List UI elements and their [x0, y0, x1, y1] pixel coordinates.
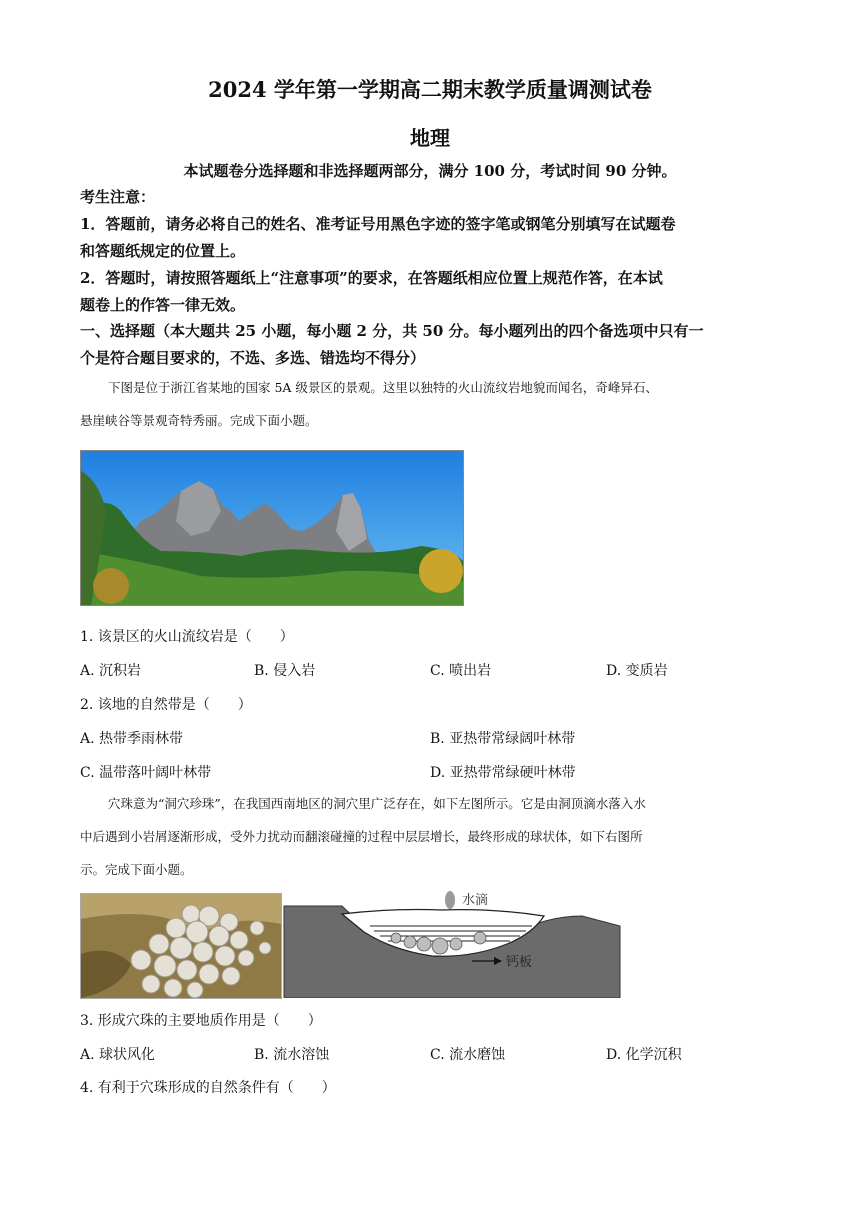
section1-line1: 一、选择题（本大题共 25 小题，每小题 2 分，共 50 分。每小题列出的四个备选项中只有一: [80, 322, 704, 340]
question-3-stem: 3. 形成穴珠的主要地质作用是（ ）: [80, 1013, 322, 1029]
notice-item1-line2: 和答题纸规定的位置上。: [80, 242, 246, 260]
notice-item2-line2: 题卷上的作答一律无效。: [80, 296, 246, 314]
q1-option-d[interactable]: D. 变质岩: [606, 663, 668, 679]
q3-option-a[interactable]: A. 球状风化: [80, 1047, 156, 1063]
q3-option-b[interactable]: B. 流水溶蚀: [254, 1047, 330, 1063]
calcium-slab-label: 钙板: [506, 954, 533, 969]
notice-heading: 考生注意：: [80, 188, 156, 206]
water-drop-label: 水滴: [462, 892, 489, 907]
exam-intro: 本试题卷分选择题和非选择题两部分，满分 100 分，考试时间 90 分钟。: [183, 162, 677, 180]
question-1-stem: 1. 该景区的火山流纹岩是（ ）: [80, 629, 294, 645]
notice-item2-line1: 2．答题时，请按照答题纸上“注意事项”的要求，在答题纸相应位置上规范作答，在本试: [80, 269, 663, 287]
q1-option-a[interactable]: A. 沉积岩: [80, 663, 142, 679]
passage2-line1: 穴珠意为“洞穴珍珠”，在我国西南地区的洞穴里广泛存在，如下左图所示。它是由洞顶滴水落入水: [108, 796, 646, 811]
cave-pearl-diagram: [282, 886, 622, 998]
q3-option-d[interactable]: D. 化学沉积: [606, 1047, 682, 1063]
passage2-line2: 中后遇到小岩屑逐渐形成，受外力扰动而翻滚碰撞的过程中层层增长，最终形成的球状体，如下右图所: [80, 829, 643, 844]
q1-option-c[interactable]: C. 喷出岩: [430, 663, 492, 679]
q2-option-d[interactable]: D. 亚热带常绿硬叶林带: [430, 765, 576, 781]
landscape-photo: [80, 450, 464, 606]
q1-option-b[interactable]: B. 侵入岩: [254, 663, 316, 679]
exam-title: 2024 学年第一学期高二期末教学质量调测试卷: [208, 77, 652, 102]
passage1-line1: 下图是位于浙江省某地的国家 5A 级景区的景观。这里以独特的火山流纹岩地貌而闻名，奇峰异石、: [108, 380, 658, 395]
q2-option-a[interactable]: A. 热带季雨林带: [80, 731, 184, 747]
question-4-stem: 4. 有利于穴珠形成的自然条件有（ ）: [80, 1080, 336, 1096]
question-2-stem: 2. 该地的自然带是（ ）: [80, 697, 252, 713]
q3-option-c[interactable]: C. 流水磨蚀: [430, 1047, 506, 1063]
q2-option-b[interactable]: B. 亚热带常绿阔叶林带: [430, 731, 576, 747]
section1-line2: 个是符合题目要求的，不选、多选、错选均不得分）: [80, 349, 426, 367]
cave-pearls-photo: [80, 893, 282, 999]
subject-title: 地理: [410, 126, 450, 150]
passage2-line3: 示。完成下面小题。: [80, 862, 193, 877]
q2-option-c[interactable]: C. 温带落叶阔叶林带: [80, 765, 212, 781]
notice-item1-line1: 1．答题前，请务必将自己的姓名、准考证号用黑色字迹的签字笔或钢笔分别填写在试题卷: [80, 215, 676, 233]
passage1-line2: 悬崖峡谷等景观奇特秀丽。完成下面小题。: [80, 413, 318, 428]
